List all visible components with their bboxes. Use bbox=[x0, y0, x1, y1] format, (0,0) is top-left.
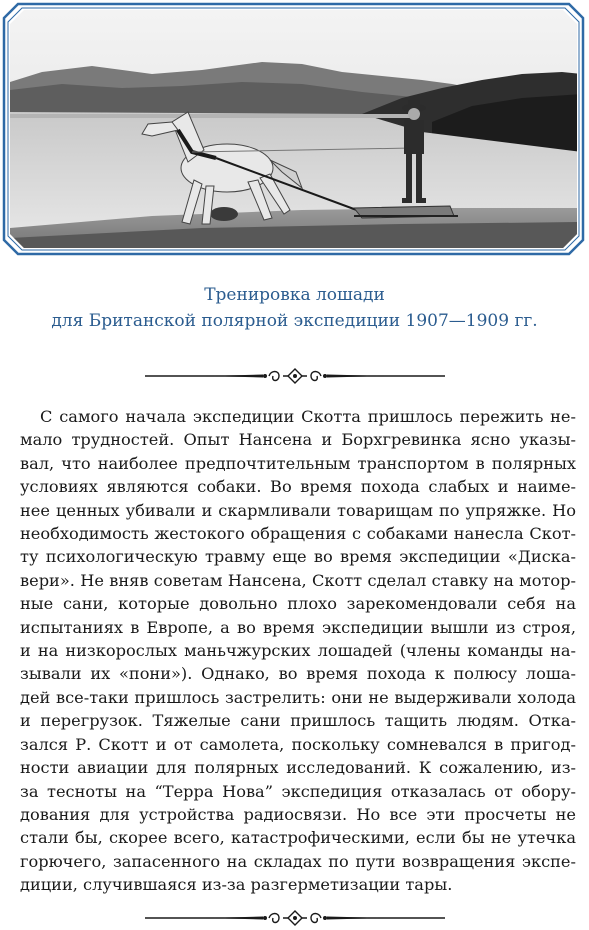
body-line: нее ценных убивали и скармливали товарищам по упряжке. Но bbox=[20, 500, 576, 520]
body-line: горючего, запасенного на складах по пути возвращения экспе- bbox=[20, 851, 576, 871]
body-line: испытаниях в Европе, а во время экспедиции вышли из строя, bbox=[20, 617, 576, 637]
body-line: вал, что наиболее предпочтительным транспортом в полярных bbox=[20, 453, 576, 473]
body-line: за тесноты на “Терра Нова” экспедиция отказалась от обору- bbox=[20, 781, 576, 801]
body-line: и на низкорослых маньчжурских лошадей (члены команды на- bbox=[20, 641, 576, 661]
body-line: мало трудностей. Опыт Нансена и Борхгревинка ясно указы- bbox=[20, 430, 576, 450]
body-line: ные сани, которые довольно плохо зарекомендовали себя на bbox=[20, 594, 576, 614]
caption-line-1: Тренировка лошади bbox=[204, 285, 385, 305]
body-line: дования для устройства радиосвязи. Но все эти просчеты не bbox=[20, 804, 576, 824]
photo-caption bbox=[0, 282, 589, 334]
body-line: ности авиации для полярных исследований. К сожалению, из- bbox=[20, 758, 576, 778]
body-line: С самого начала экспедиции Скотта пришлось пережить не- bbox=[40, 407, 576, 426]
photo-frame bbox=[2, 2, 585, 256]
body-line: необходимость жестокого обращения с собаками нанесла Скот- bbox=[20, 524, 576, 544]
horse-sledge-photo bbox=[2, 2, 585, 256]
body-line: условиях являются собаки. Во время похода слабых и наиме- bbox=[20, 477, 576, 497]
body-line: вери». Не вняв советам Нансена, Скотт сделал ставку на мотор- bbox=[20, 570, 576, 590]
body-line: ту психологическую травму еще во время экспедиции «Диска- bbox=[20, 547, 576, 567]
flourish-divider-icon bbox=[145, 910, 445, 926]
caption-line-2: для Британской полярной экспедиции 1907—1909 гг. bbox=[51, 311, 538, 331]
body-line: дей все-таки пришлось застрелить: они не выдерживали холода bbox=[20, 687, 576, 707]
body-line: диции, случившаяся из-за разгерметизации тары. bbox=[20, 875, 453, 895]
flourish-divider-icon bbox=[145, 368, 445, 384]
body-line: зался Р. Скотт и от самолета, поскольку сомневался в пригод- bbox=[20, 734, 576, 754]
body-line: стали бы, скорее всего, катастрофическими, если бы не утечка bbox=[20, 828, 576, 848]
body-line: и перегрузок. Тяжелые сани пришлось тащить людям. Отка- bbox=[20, 711, 576, 731]
body-line: зывали их «пони»). Однако, во время похода к полюсу лоша- bbox=[20, 664, 576, 684]
article-body bbox=[20, 405, 576, 897]
